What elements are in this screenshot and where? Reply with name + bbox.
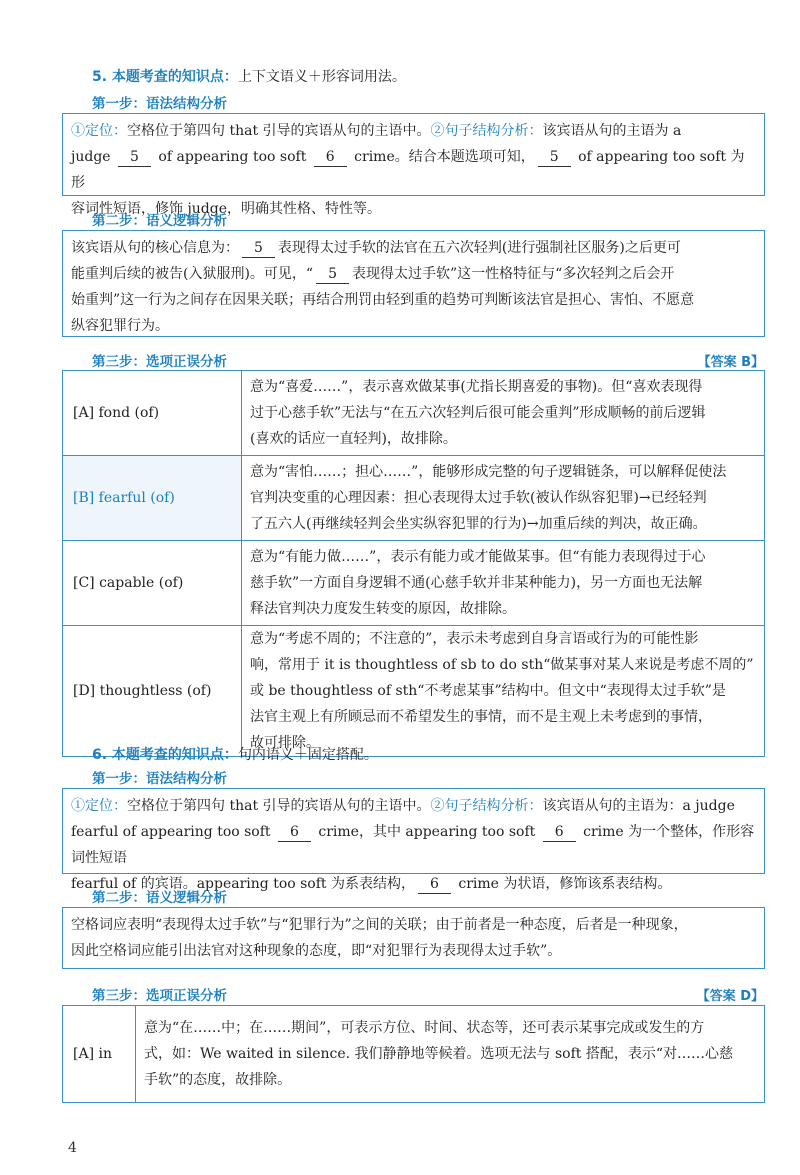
blank-6: 6 xyxy=(278,823,311,842)
explanation-line: 式，如：We waited in silence. 我们静静地等候着。选项无法与 soft 搭配，表示“对……心慈 xyxy=(144,1046,734,1062)
option-explanation xyxy=(242,456,765,541)
q5-heading xyxy=(92,66,406,86)
explanation-line: 释法官判决力度发生转变的原因，故排除。 xyxy=(250,601,516,617)
q6-heading-text: 句内语义＋固定搭配。 xyxy=(237,747,378,763)
blank-5: 5 xyxy=(118,148,151,167)
option-explanation xyxy=(136,1006,765,1103)
q6-structure-text: 该宾语从句的主语为：a judge xyxy=(542,798,735,814)
option-label: [A] fond (of) xyxy=(63,371,242,456)
explanation-line: 慈手软”一方面自身逻辑不通(心慈手软并非某种能力)，另一方面也无法解 xyxy=(250,575,703,591)
explanation-line: (喜欢的话应一直轻判)，故排除。 xyxy=(250,431,457,447)
q6-s1-text: crime，其中 appearing too soft xyxy=(318,824,536,840)
q6-locate-text: 空格位于第四句 that 引导的宾语从句的主语中。 xyxy=(127,798,431,814)
explanation-line: 意为“在……中；在……期间”，可表示方位、时间、状态等，还可表示某事完成或发生的方 xyxy=(144,1020,705,1036)
q5-heading-label: 5. 本题考查的知识点： xyxy=(92,69,238,85)
q6-s1-text: crime 为一个整体，作形容词性短语 xyxy=(71,824,755,866)
option-label: [A] in xyxy=(63,1006,136,1103)
q5-step1-title: 第一步：语法结构分析 xyxy=(92,96,227,112)
q5-s2-line: 纵容犯罪行为。 xyxy=(71,318,169,334)
q6-step2-box xyxy=(62,907,765,969)
q6-step2-title: 第二步：语义逻辑分析 xyxy=(92,890,227,906)
q5-s1-text: judge xyxy=(71,149,111,165)
q6-options-table xyxy=(62,1005,765,1103)
q5-structure-text: 该宾语从句的主语为 a xyxy=(542,123,682,139)
q6-heading-label: 6. 本题考查的知识点： xyxy=(92,747,238,763)
page-number: 4 xyxy=(68,1140,77,1156)
q6-locate-label: ①定位： xyxy=(71,798,127,814)
q5-step2-box xyxy=(62,230,765,337)
explanation-line: 法官主观上有所顾忌而不希望发生的事情，而不是主观上未考虑到的事情， xyxy=(250,709,712,725)
option-row-correct xyxy=(63,456,765,541)
q5-locate-text: 空格位于第四句 that 引导的宾语从句的主语中。 xyxy=(127,123,431,139)
q6-answer: 【答案 D】 xyxy=(696,989,764,1004)
blank-5: 5 xyxy=(538,148,571,167)
q5-locate-label: ①定位： xyxy=(71,123,127,139)
option-label: [C] capable (of) xyxy=(63,541,242,626)
explanation-line: 意为“考虑不周的；不注意的”，表示未考虑到自身言语或行为的可能性影 xyxy=(250,631,699,647)
q5-options-table xyxy=(62,370,765,757)
explanation-line: 意为“害怕……；担心……”，能够形成完整的句子逻辑链条，可以解释促使法 xyxy=(250,464,727,480)
explanation-line: 官判决变重的心理因素：担心表现得太过手软(被认作纵容犯罪)→已经轻判 xyxy=(250,490,707,506)
option-row xyxy=(63,371,765,456)
explanation-line: 意为“有能力做……”，表示有能力或才能做某事。但“有能力表现得过于心 xyxy=(250,549,706,565)
q5-answer: 【答案 B】 xyxy=(697,355,764,370)
explanation-line: 意为“喜爱……”，表示喜欢做某事(尤指长期喜爱的事物)。但“喜欢表现得 xyxy=(250,379,703,395)
q5-s2-text: 表现得太过手软”这一性格特征与“多次轻判之后会开 xyxy=(352,266,675,282)
option-explanation xyxy=(242,371,765,456)
q6-step1-box xyxy=(62,788,765,892)
q6-s2-line: 空格词应表明“表现得太过手软”与“犯罪行为”之间的关联；由于前者是一种态度，后者是一种现象， xyxy=(71,917,688,933)
explanation-line: 或 be thoughtless of sth“不考虑某事”结构中。但文中“表现得太过手软”是 xyxy=(250,683,726,699)
q5-step1-box xyxy=(62,113,765,217)
q5-step3-title: 第三步：选项正误分析 xyxy=(92,354,227,370)
explanation-line: 手软”的态度，故排除。 xyxy=(144,1072,292,1088)
q5-s1-text: of appearing too soft 为形 xyxy=(71,149,745,191)
q5-structure-label: ②句子结构分析： xyxy=(430,123,543,139)
option-label: [B] fearful (of) xyxy=(63,456,242,541)
q5-s1-text: of appearing too soft xyxy=(158,149,307,165)
blank-6: 6 xyxy=(543,823,576,842)
blank-5: 5 xyxy=(316,265,349,284)
q6-heading xyxy=(92,744,378,764)
blank-6: 6 xyxy=(418,875,451,894)
option-explanation xyxy=(242,626,765,757)
q6-step3-title: 第三步：选项正误分析 xyxy=(92,988,227,1004)
q5-s1-text: crime。结合本题选项可知， xyxy=(354,149,535,165)
option-row xyxy=(63,541,765,626)
q6-s1-text: fearful of 的宾语。appearing too soft 为系表结构， xyxy=(71,876,415,892)
q6-structure-label: ②句子结构分析： xyxy=(430,798,543,814)
q5-s2-line: 始重判”这一行为之间存在因果关联；再结合刑罚由轻到重的趋势可判断该法官是担心、害怕、不愿意 xyxy=(71,292,695,308)
q5-s2-text: 该宾语从句的核心信息为： xyxy=(71,240,239,256)
explanation-line: 过于心慈手软”无法与“在五六次轻判后很可能会重判”形成顺畅的前后逻辑 xyxy=(250,405,706,421)
q5-s2-text: 能重判后续的被告(入狱服刑)。可见，“ xyxy=(71,266,314,282)
explanation-line: 了五六人(再继续轻判会坐实纵容犯罪的行为)→加重后续的判决，故正确。 xyxy=(250,516,707,532)
q5-s2-text: 表现得太过手软的法官在五六次轻判(进行强制社区服务)之后更可 xyxy=(277,240,681,256)
option-row xyxy=(63,1006,765,1103)
q6-s1-text: fearful of appearing too soft xyxy=(71,824,271,840)
q6-s1-text: crime 为状语，修饰该系表结构。 xyxy=(458,876,672,892)
q6-s2-line: 因此空格词应能引出法官对这种现象的态度，即“对犯罪行为表现得太过手软”。 xyxy=(71,943,562,959)
blank-6: 6 xyxy=(314,148,347,167)
q5-heading-text: 上下文语义＋形容词用法。 xyxy=(237,69,406,85)
explanation-line: 故可排除。 xyxy=(250,735,320,751)
blank-5: 5 xyxy=(242,239,275,258)
option-row xyxy=(63,626,765,757)
option-explanation xyxy=(242,541,765,626)
q6-step1-title: 第一步：语法结构分析 xyxy=(92,771,227,787)
option-label: [D] thoughtless (of) xyxy=(63,626,242,757)
explanation-line: 响，常用于 it is thoughtless of sb to do sth“做某事对某人来说是考虑不周的” xyxy=(250,657,754,673)
q5-step2-title: 第二步：语义逻辑分析 xyxy=(92,213,227,229)
q5-s1-line: 容词性短语，修饰 judge，明确其性格、特性等。 xyxy=(71,201,382,217)
